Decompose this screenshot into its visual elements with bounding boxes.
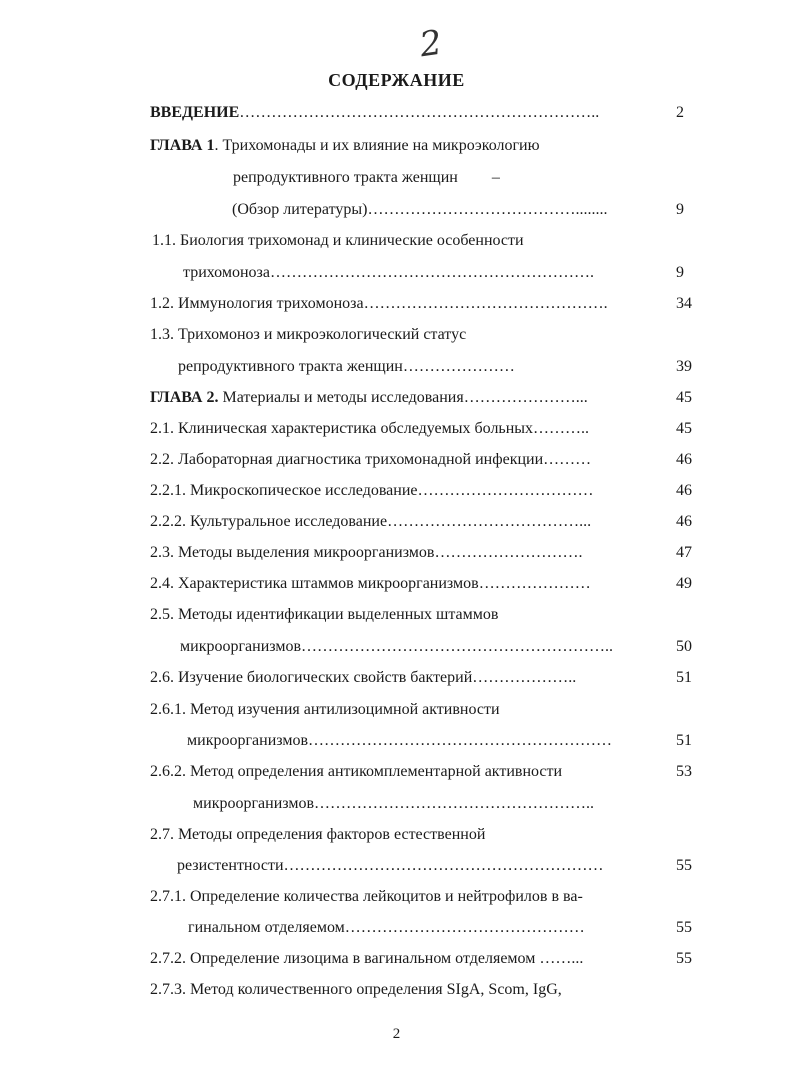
toc-leader-dots: …………………………………………………… bbox=[283, 857, 604, 874]
toc-entry bbox=[150, 700, 500, 720]
toc-entry-text: (Обзор литературы) bbox=[232, 201, 368, 218]
toc-page-number: 53 bbox=[676, 763, 692, 780]
toc-page-number: 51 bbox=[676, 732, 692, 749]
toc-entry-text: 2.2.1. Микроскопическое исследование bbox=[150, 482, 418, 499]
toc-entry-text: 1.3. Трихомоноз и микроэкологический статус bbox=[150, 326, 467, 343]
toc-entry bbox=[150, 980, 562, 1000]
handwritten-page-mark: 2 bbox=[417, 22, 445, 66]
toc-entry-text: 2.6.2. Метод определения антикомплементарной активности bbox=[150, 763, 563, 780]
toc-leader-dots: ………………………………………………….. bbox=[301, 638, 614, 655]
toc-entry bbox=[150, 450, 591, 470]
toc-entry-heading: ВВЕДЕНИЕ bbox=[150, 104, 240, 121]
toc-leader-dots: ………………… bbox=[478, 575, 591, 592]
toc-entry-text: 2.2. Лабораторная диагностика трихомонадной инфекции bbox=[150, 451, 544, 468]
toc-entry-text: 2.4. Характеристика штаммов микроорганизмов bbox=[150, 575, 479, 592]
toc-entry bbox=[150, 481, 594, 501]
toc-entry bbox=[150, 574, 591, 594]
toc-entry-text: 2.3. Методы выделения микроорганизмов bbox=[150, 544, 435, 561]
toc-entry bbox=[177, 856, 604, 876]
page-number-footer: 2 bbox=[392, 1026, 401, 1042]
toc-entry bbox=[150, 668, 576, 688]
toc-leader-dots: ………………………………………. bbox=[363, 295, 608, 312]
toc-entry-text: трихомоноза bbox=[183, 264, 270, 281]
toc-leader-dots: ………………………………... bbox=[387, 513, 592, 530]
toc-leader-dots: ………………………………………………………….. bbox=[239, 104, 600, 121]
toc-leader-dots: ……………….. bbox=[472, 669, 577, 686]
toc-leader-dots: ……………………………………………………. bbox=[269, 264, 594, 281]
toc-entry-text: 2.1. Клиническая характеристика обследуемых больных bbox=[150, 420, 534, 437]
toc-leader-dots: ……... bbox=[535, 950, 584, 967]
toc-entry bbox=[178, 357, 515, 377]
toc-entry bbox=[193, 794, 594, 814]
toc-entry bbox=[233, 168, 500, 188]
toc-leader-dots: ………………… bbox=[402, 358, 515, 375]
toc-entry-text: резистентности bbox=[177, 857, 284, 874]
toc-entry-text: микроорганизмов bbox=[180, 638, 302, 655]
toc-leader-dots: ……………………………………… bbox=[344, 919, 585, 936]
toc-page-number: 55 bbox=[676, 857, 692, 874]
toc-entry bbox=[150, 512, 591, 532]
toc-entry bbox=[150, 825, 485, 845]
toc-leader-dots: – bbox=[491, 169, 500, 186]
toc-page-number: 55 bbox=[676, 919, 692, 936]
toc-entry bbox=[232, 200, 607, 220]
toc-page-number: 2 bbox=[676, 104, 684, 121]
toc-entry bbox=[150, 136, 540, 156]
toc-entry-text: 2.7.3. Метод количественного определения SIgA, Scom, IgG, bbox=[150, 981, 562, 998]
toc-entry-text: 2.5. Методы идентификации выделенных штаммов bbox=[150, 606, 499, 623]
toc-leader-dots: ………………………. bbox=[434, 544, 583, 561]
toc-leader-dots: …………………... bbox=[463, 389, 588, 406]
toc-entry bbox=[150, 103, 599, 123]
toc-leader-dots: …………………………………........ bbox=[367, 201, 608, 218]
toc-entry-text: 2.6.1. Метод изучения антилизоцимной активности bbox=[150, 701, 500, 718]
toc-entry bbox=[187, 731, 612, 751]
toc-leader-dots: …………………………… bbox=[417, 482, 594, 499]
toc-page-number: 9 bbox=[676, 264, 684, 281]
toc-page-number: 50 bbox=[676, 638, 692, 655]
toc-entry-text: 2.2.2. Культуральное исследование bbox=[150, 513, 388, 530]
toc-entry-text: . Трихомонады и их влияние на микроэкологию bbox=[214, 137, 540, 154]
toc-entry-text: 1.2. Иммунология трихомоноза bbox=[150, 295, 364, 312]
toc-entry bbox=[150, 388, 588, 408]
toc-entry bbox=[188, 918, 585, 938]
toc-entry bbox=[150, 325, 466, 345]
toc-page-number: 45 bbox=[676, 420, 692, 437]
toc-entry-heading: ГЛАВА 2. bbox=[150, 389, 219, 406]
toc-entry bbox=[183, 263, 594, 283]
toc-entry-text: 1.1. Биология трихомонад и клинические особенности bbox=[152, 232, 524, 249]
toc-entry bbox=[150, 605, 498, 625]
toc-entry-text: 2.6. Изучение биологических свойств бактерий bbox=[150, 669, 473, 686]
toc-entry-text: репродуктивного тракта женщин bbox=[178, 358, 403, 375]
toc-entry bbox=[150, 419, 589, 439]
toc-leader-dots: …………………………………………….. bbox=[314, 795, 595, 812]
toc-entry bbox=[150, 762, 562, 782]
toc-entry-text: Материалы и методы исследования bbox=[218, 389, 464, 406]
toc-page-number: 39 bbox=[676, 358, 692, 375]
toc-entry bbox=[150, 949, 583, 969]
toc-entry bbox=[150, 543, 582, 563]
toc-entry-text: гинальном отделяемом bbox=[188, 919, 345, 936]
toc-entry-heading: ГЛАВА 1 bbox=[150, 137, 215, 154]
toc-page-number: 46 bbox=[676, 451, 692, 468]
toc-page-number: 46 bbox=[676, 482, 692, 499]
toc-page-number: 49 bbox=[676, 575, 692, 592]
page-title: СОДЕРЖАНИЕ bbox=[328, 70, 465, 90]
toc-entry bbox=[150, 294, 608, 314]
toc-entry bbox=[150, 887, 583, 907]
toc-page-number: 9 bbox=[676, 201, 684, 218]
toc-entry-text: 2.7. Методы определения факторов естественной bbox=[150, 826, 486, 843]
toc-page-number: 55 bbox=[676, 950, 692, 967]
toc-page-number: 51 bbox=[676, 669, 692, 686]
toc-page-number: 34 bbox=[676, 295, 692, 312]
toc-page-number: 47 bbox=[676, 544, 692, 561]
toc-entry-text: 2.7.2. Определение лизоцима в вагинальном отделяемом bbox=[150, 950, 536, 967]
toc-leader-dots: ………………………………………………… bbox=[308, 732, 613, 749]
toc-page-number: 46 bbox=[676, 513, 692, 530]
toc-entry-text: микроорганизмов bbox=[193, 795, 315, 812]
toc-leader-dots: ……… bbox=[543, 451, 592, 468]
toc-entry bbox=[152, 231, 524, 251]
toc-entry-text: 2.7.1. Определение количества лейкоцитов и нейтрофилов в ва- bbox=[150, 888, 583, 905]
toc-entry bbox=[180, 637, 613, 657]
toc-leader-dots: ……….. bbox=[533, 420, 590, 437]
toc-entry-text: микроорганизмов bbox=[187, 732, 309, 749]
toc-entry-text: репродуктивного тракта женщин bbox=[233, 169, 458, 186]
toc-page-number: 45 bbox=[676, 389, 692, 406]
